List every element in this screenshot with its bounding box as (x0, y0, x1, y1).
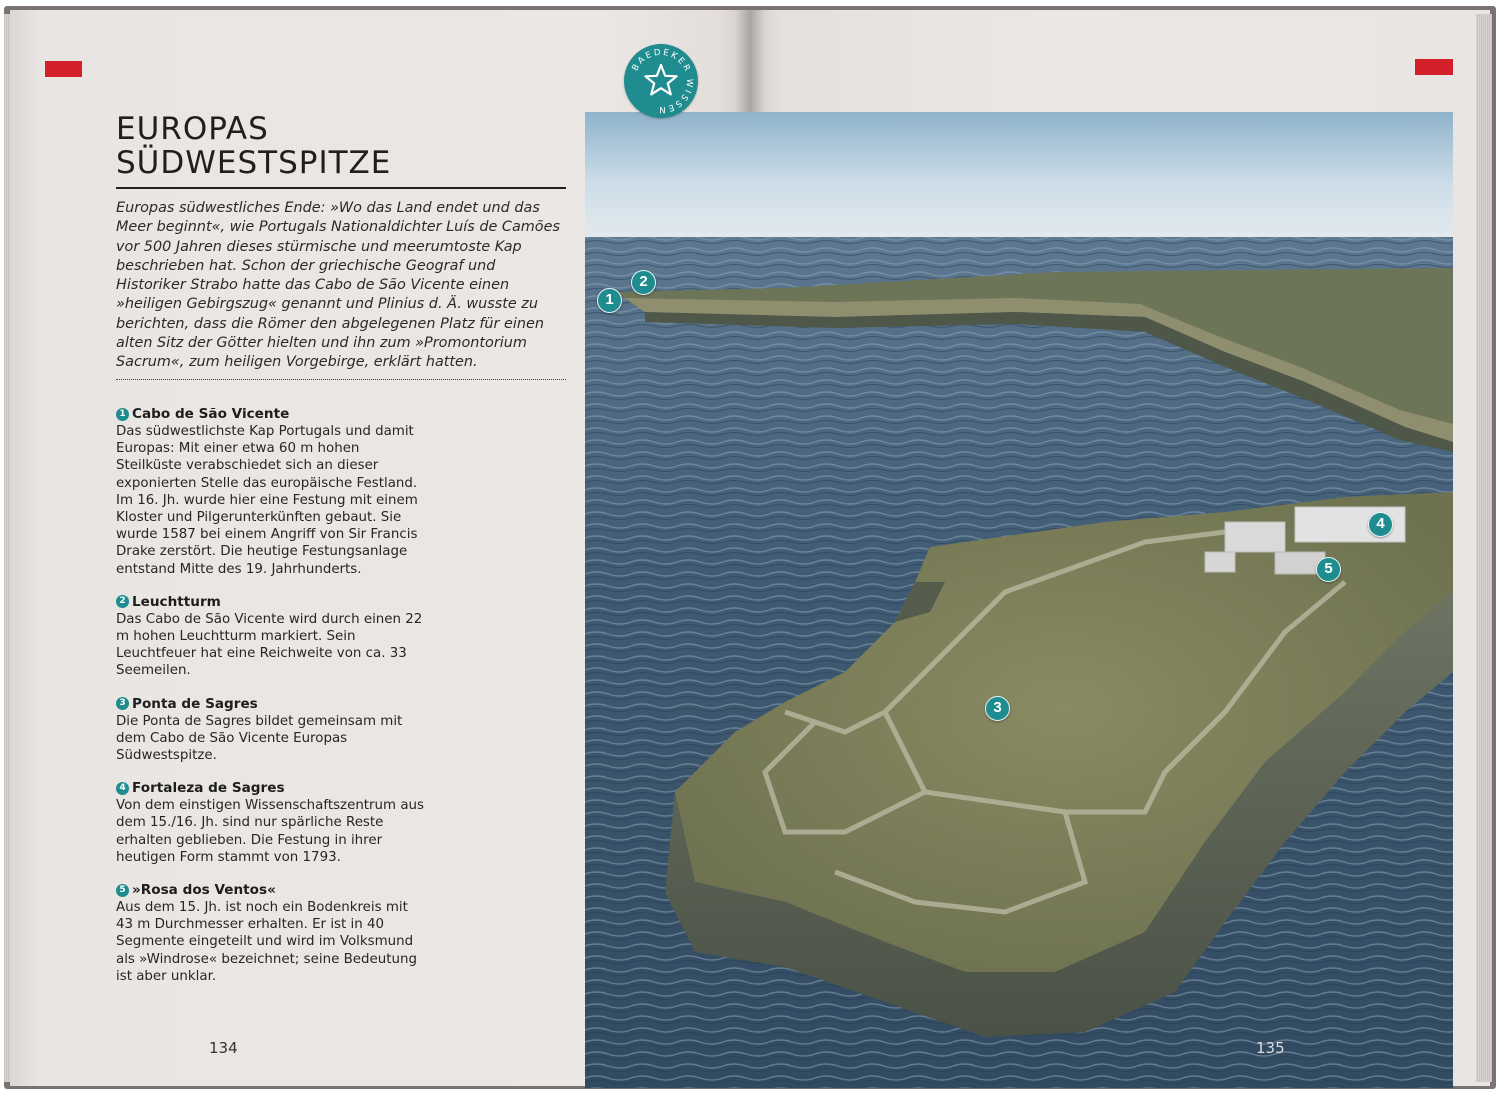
legend-number-1: 1 (116, 408, 129, 421)
page-title (116, 112, 566, 180)
map-marker-5[interactable]: 5 (1316, 557, 1341, 582)
map-marker-1[interactable]: 1 (597, 288, 622, 313)
legend-number-2: 2 (116, 595, 129, 608)
title-line-2: SÜDWESTSPITZE (116, 145, 392, 181)
legend-entry-3 (116, 695, 426, 765)
chapter-tab-right (1415, 59, 1453, 75)
legend-number-5: 5 (116, 884, 129, 897)
legend-body-4: Von dem einstigen Wissenschaftszentrum aus dem 15./16. Jh. sind nur spärliche Reste erhalten geblieben. Die Festung in ihrer heutigen Form stammt von 1793. (116, 798, 425, 865)
map-marker-3[interactable]: 3 (985, 696, 1010, 721)
map-marker-4[interactable]: 4 (1368, 512, 1393, 537)
legend-title-5: »Rosa dos Ventos« (132, 882, 276, 899)
page-number-right: 135 (1256, 1039, 1285, 1057)
legend-title-3: Ponta de Sagres (132, 695, 258, 712)
badge-text: BAEDEKER WISSEN (630, 47, 695, 115)
legend-number-4: 4 (116, 782, 129, 795)
map-marker-2[interactable]: 2 (631, 270, 656, 295)
legend-entry-5 (116, 881, 426, 985)
legend-entry-4 (116, 779, 426, 866)
cape-aerial-view (585, 112, 1453, 1088)
legend-title-2: Leuchtturm (132, 593, 221, 610)
legend-title-1: Cabo de São Vicente (132, 406, 290, 422)
legend-title-4: Fortaleza de Sagres (132, 780, 285, 797)
legend-entry-1 (116, 405, 426, 578)
legend-entries (116, 405, 426, 1000)
intro-divider (116, 379, 566, 380)
page-edges-right (1476, 14, 1492, 1082)
legend-body-5: Aus dem 15. Jh. ist noch ein Bodenkreis mit 43 m Durchmesser erhalten. Er ist in 40 Segmente eingeteilt und wird im Volksmund als »Windrose« bezeichnet; seine Bedeutung ist aber unklar. (116, 900, 417, 984)
title-rule (116, 187, 566, 189)
intro-paragraph: Europas südwestliches Ende: »Wo das Land endet und das Meer beginnt«, wie Portugals Nationaldichter Luís de Camões vor 500 Jahren dieses stürmische und meerumtoste Kap beschrieben hat. Schon der griechische Geograf und Historiker Strabo hatte das Cabo de São Vicente einen »heiligen Gebirgszug« genannt und Plinius d. Ä. wusste zu berichten, dass die Römer den abgelegenen Platz für einen alten Sitz der Götter hielten und ihn zum »Promontorium Sacrum«, zum heiligen Vorgebirge, erklärt hatten. (116, 200, 560, 371)
cape-illustration (585, 112, 1453, 1088)
legend-entry-2 (116, 593, 426, 680)
title-line-1: EUROPAS (116, 111, 269, 147)
legend-body-2: Das Cabo de São Vicente wird durch einen 22 m hohen Leuchtturm markiert. Sein Leuchtfeuer hat eine Reichweite von ca. 33 Seemeilen. (116, 611, 423, 679)
legend-number-3: 3 (116, 697, 129, 710)
page-number-left: 134 (209, 1039, 238, 1057)
legend-body-1: Das südwestlichste Kap Portugals und damit Europas: Mit einer etwa 60 m hohen Steilküste verabschiedet sich an dieser exponierten Stelle das europäische Festland. Im 16. Jh. wurde hier eine Festung mit einem Kloster und Pilgerunterkünften gebaut. Sie wurde 1587 bei einem Angriff von Sir Francis Drake zerstört. Die heutige Festungsanlage entstand Mitte des 19. Jahrhunderts. (116, 424, 418, 577)
svg-text:BAEDEKER WISSEN (630, 48, 694, 114)
star-icon (624, 44, 698, 118)
baedeker-wissen-badge (624, 44, 698, 118)
chapter-tab-left (45, 61, 82, 77)
legend-body-3: Die Ponta de Sagres bildet gemeinsam mit dem Cabo de São Vicente Europas Südwestspitze. (116, 713, 403, 764)
